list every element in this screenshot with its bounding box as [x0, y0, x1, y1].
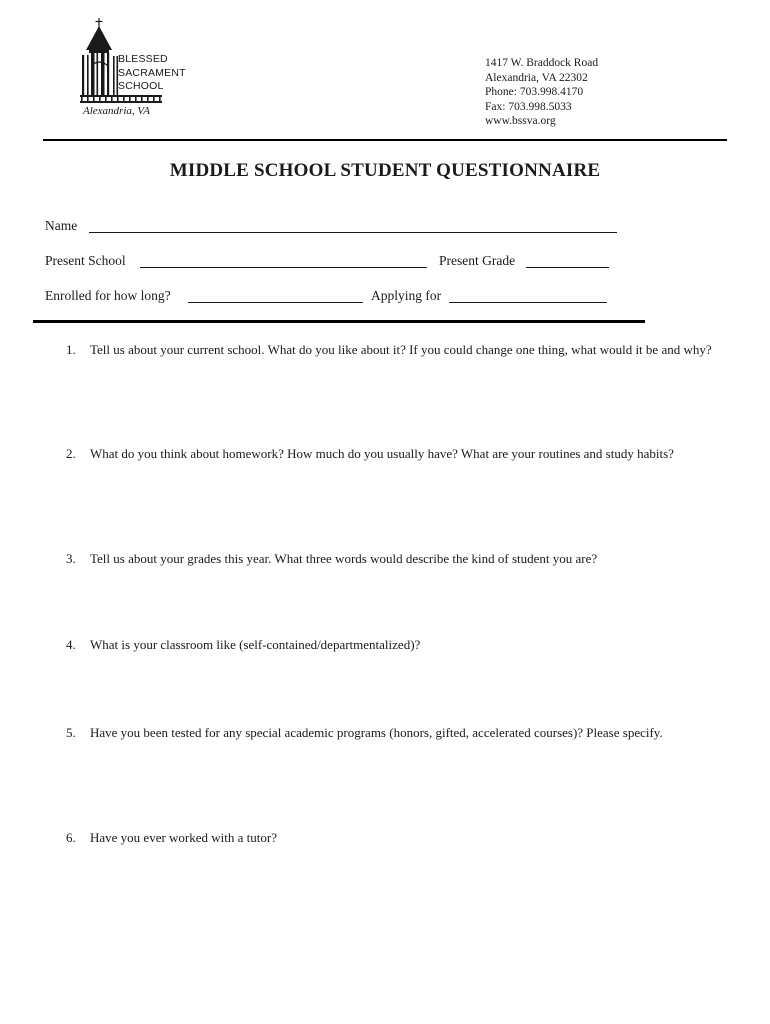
logo-line: SCHOOL [118, 80, 164, 92]
school-logo [78, 18, 198, 123]
question-text: Have you been tested for any special academic programs (honors, gifted, accelerated courses)? Please specify. [90, 725, 663, 740]
enrolled-label: Enrolled for how long? [45, 288, 171, 303]
present-grade-field[interactable] [526, 267, 609, 268]
school-address [485, 56, 598, 129]
present-school-field[interactable] [140, 267, 427, 268]
question-text: What is your classroom like (self-contained/departmentalized)? [90, 637, 421, 652]
question-number: 6. [66, 830, 76, 845]
logo-wordmark [118, 53, 186, 94]
question-number: 5. [66, 725, 76, 740]
name-field[interactable] [89, 232, 617, 233]
logo-line: SACRAMENT [118, 66, 186, 79]
applying-for-field[interactable] [449, 302, 607, 303]
address-fax: Fax: 703.998.5033 [485, 100, 572, 113]
address-city: Alexandria, VA 22302 [485, 71, 588, 84]
present-grade-label: Present Grade [439, 253, 516, 268]
logo-city: Alexandria, VA [83, 105, 150, 117]
page-title: MIDDLE SCHOOL STUDENT QUESTIONNAIRE [169, 160, 601, 181]
enrolled-field[interactable] [188, 302, 363, 303]
question-text: What do you think about homework? How much do you usually have? What are your routines and study habits? [90, 446, 674, 461]
question-number: 1. [66, 342, 76, 357]
form-divider [33, 320, 645, 323]
question-number: 2. [66, 446, 76, 461]
name-label: Name [45, 218, 78, 233]
address-phone: Phone: 703.998.4170 [485, 86, 584, 99]
question-number: 3. [66, 551, 76, 566]
address-street: 1417 W. Braddock Road [485, 57, 599, 69]
logo-line: BLESSED [118, 53, 168, 65]
question-text: Have you ever worked with a tutor? [90, 830, 277, 845]
question-number: 4. [66, 637, 76, 652]
address-website[interactable]: www.bssva.org [485, 115, 556, 128]
question-text: Tell us about your grades this year. What three words would describe the kind of student you are? [90, 551, 598, 566]
applying-for-label: Applying for [371, 288, 442, 303]
header-divider [43, 139, 727, 141]
question-text: Tell us about your current school. What do you like about it? If you could change one thing, what would it be and why? [90, 342, 712, 357]
present-school-label: Present School [45, 253, 126, 268]
